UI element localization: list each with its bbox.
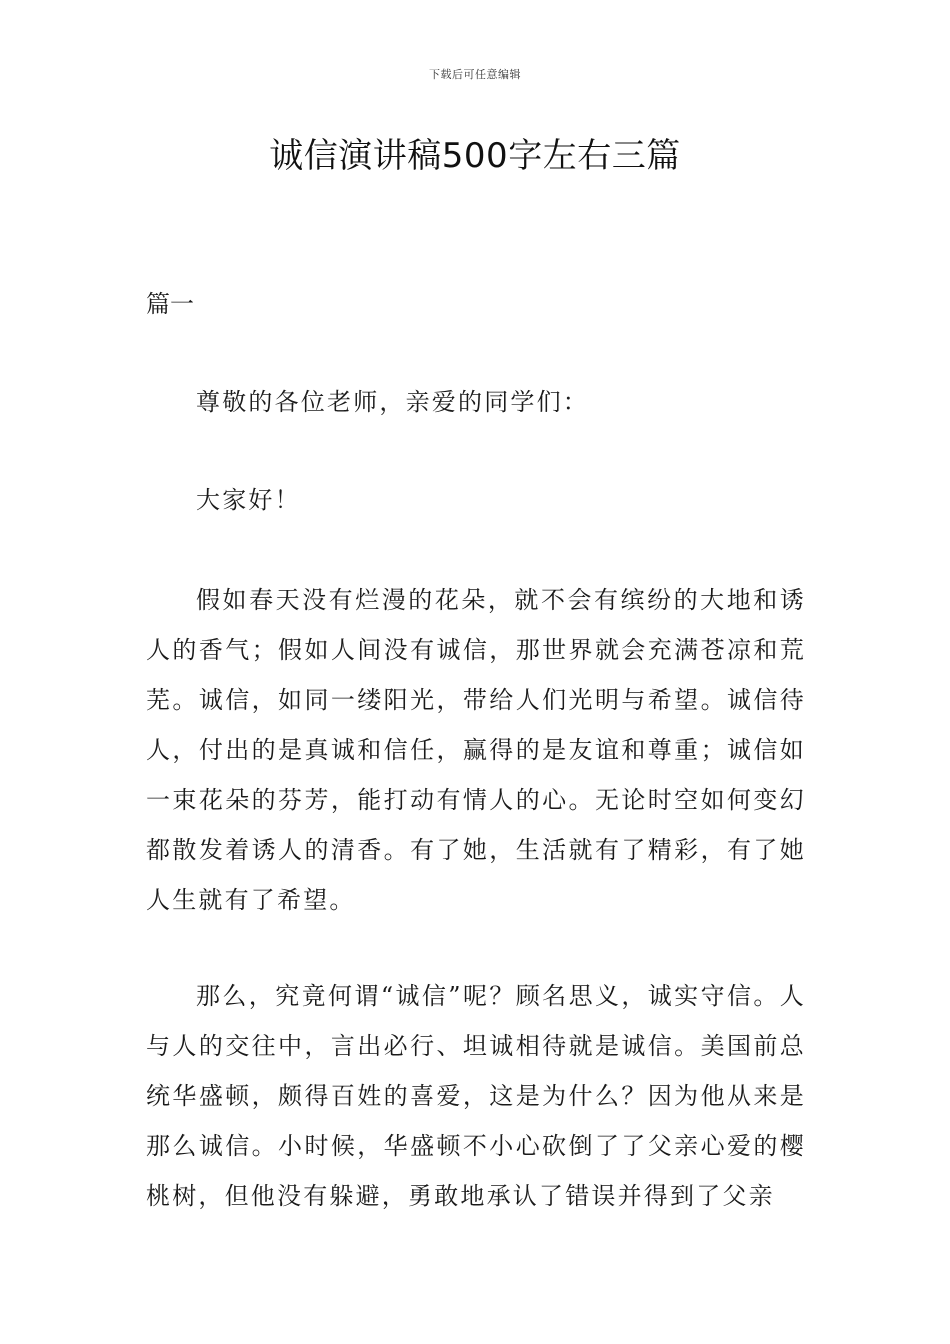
body-paragraph-1: 假如春天没有烂漫的花朵，就不会有缤纷的大地和诱人的香气；假如人间没有诚信，那世界就会充满苍凉和荒芜。诚信，如同一缕阳光，带给人们光明与希望。诚信待人，付出的是真诚和信任，赢得的是友谊和尊重；诚信如一束花朵的芬芳，能打动有情人的心。无论时空如何变幻都散发着诱人的清香。有了她，生活就有了精彩，有了她人生就有了希望。: [146, 586, 806, 914]
body-paragraph-2: 那么，究竟何谓“诚信”呢？顾名思义，诚实守信。人与人的交往中，言出必行、坦诚相待就是诚信。美国前总统华盛顿，颇得百姓的喜爱，这是为什么？因为他从来是那么诚信。小时候，华盛顿不小心砍倒了了父亲心爱的樱桃树，但他没有躲避，勇敢地承认了错误并得到了父亲: [146, 982, 806, 1210]
header-note: 下载后可任意编辑: [429, 68, 521, 81]
document-title: 诚信演讲稿500字左右三篇: [269, 136, 681, 176]
greeting-paragraph: 大家好！: [196, 486, 301, 514]
section-label: 篇一: [146, 290, 194, 318]
salutation-paragraph: 尊敬的各位老师，亲爱的同学们：: [196, 388, 589, 416]
